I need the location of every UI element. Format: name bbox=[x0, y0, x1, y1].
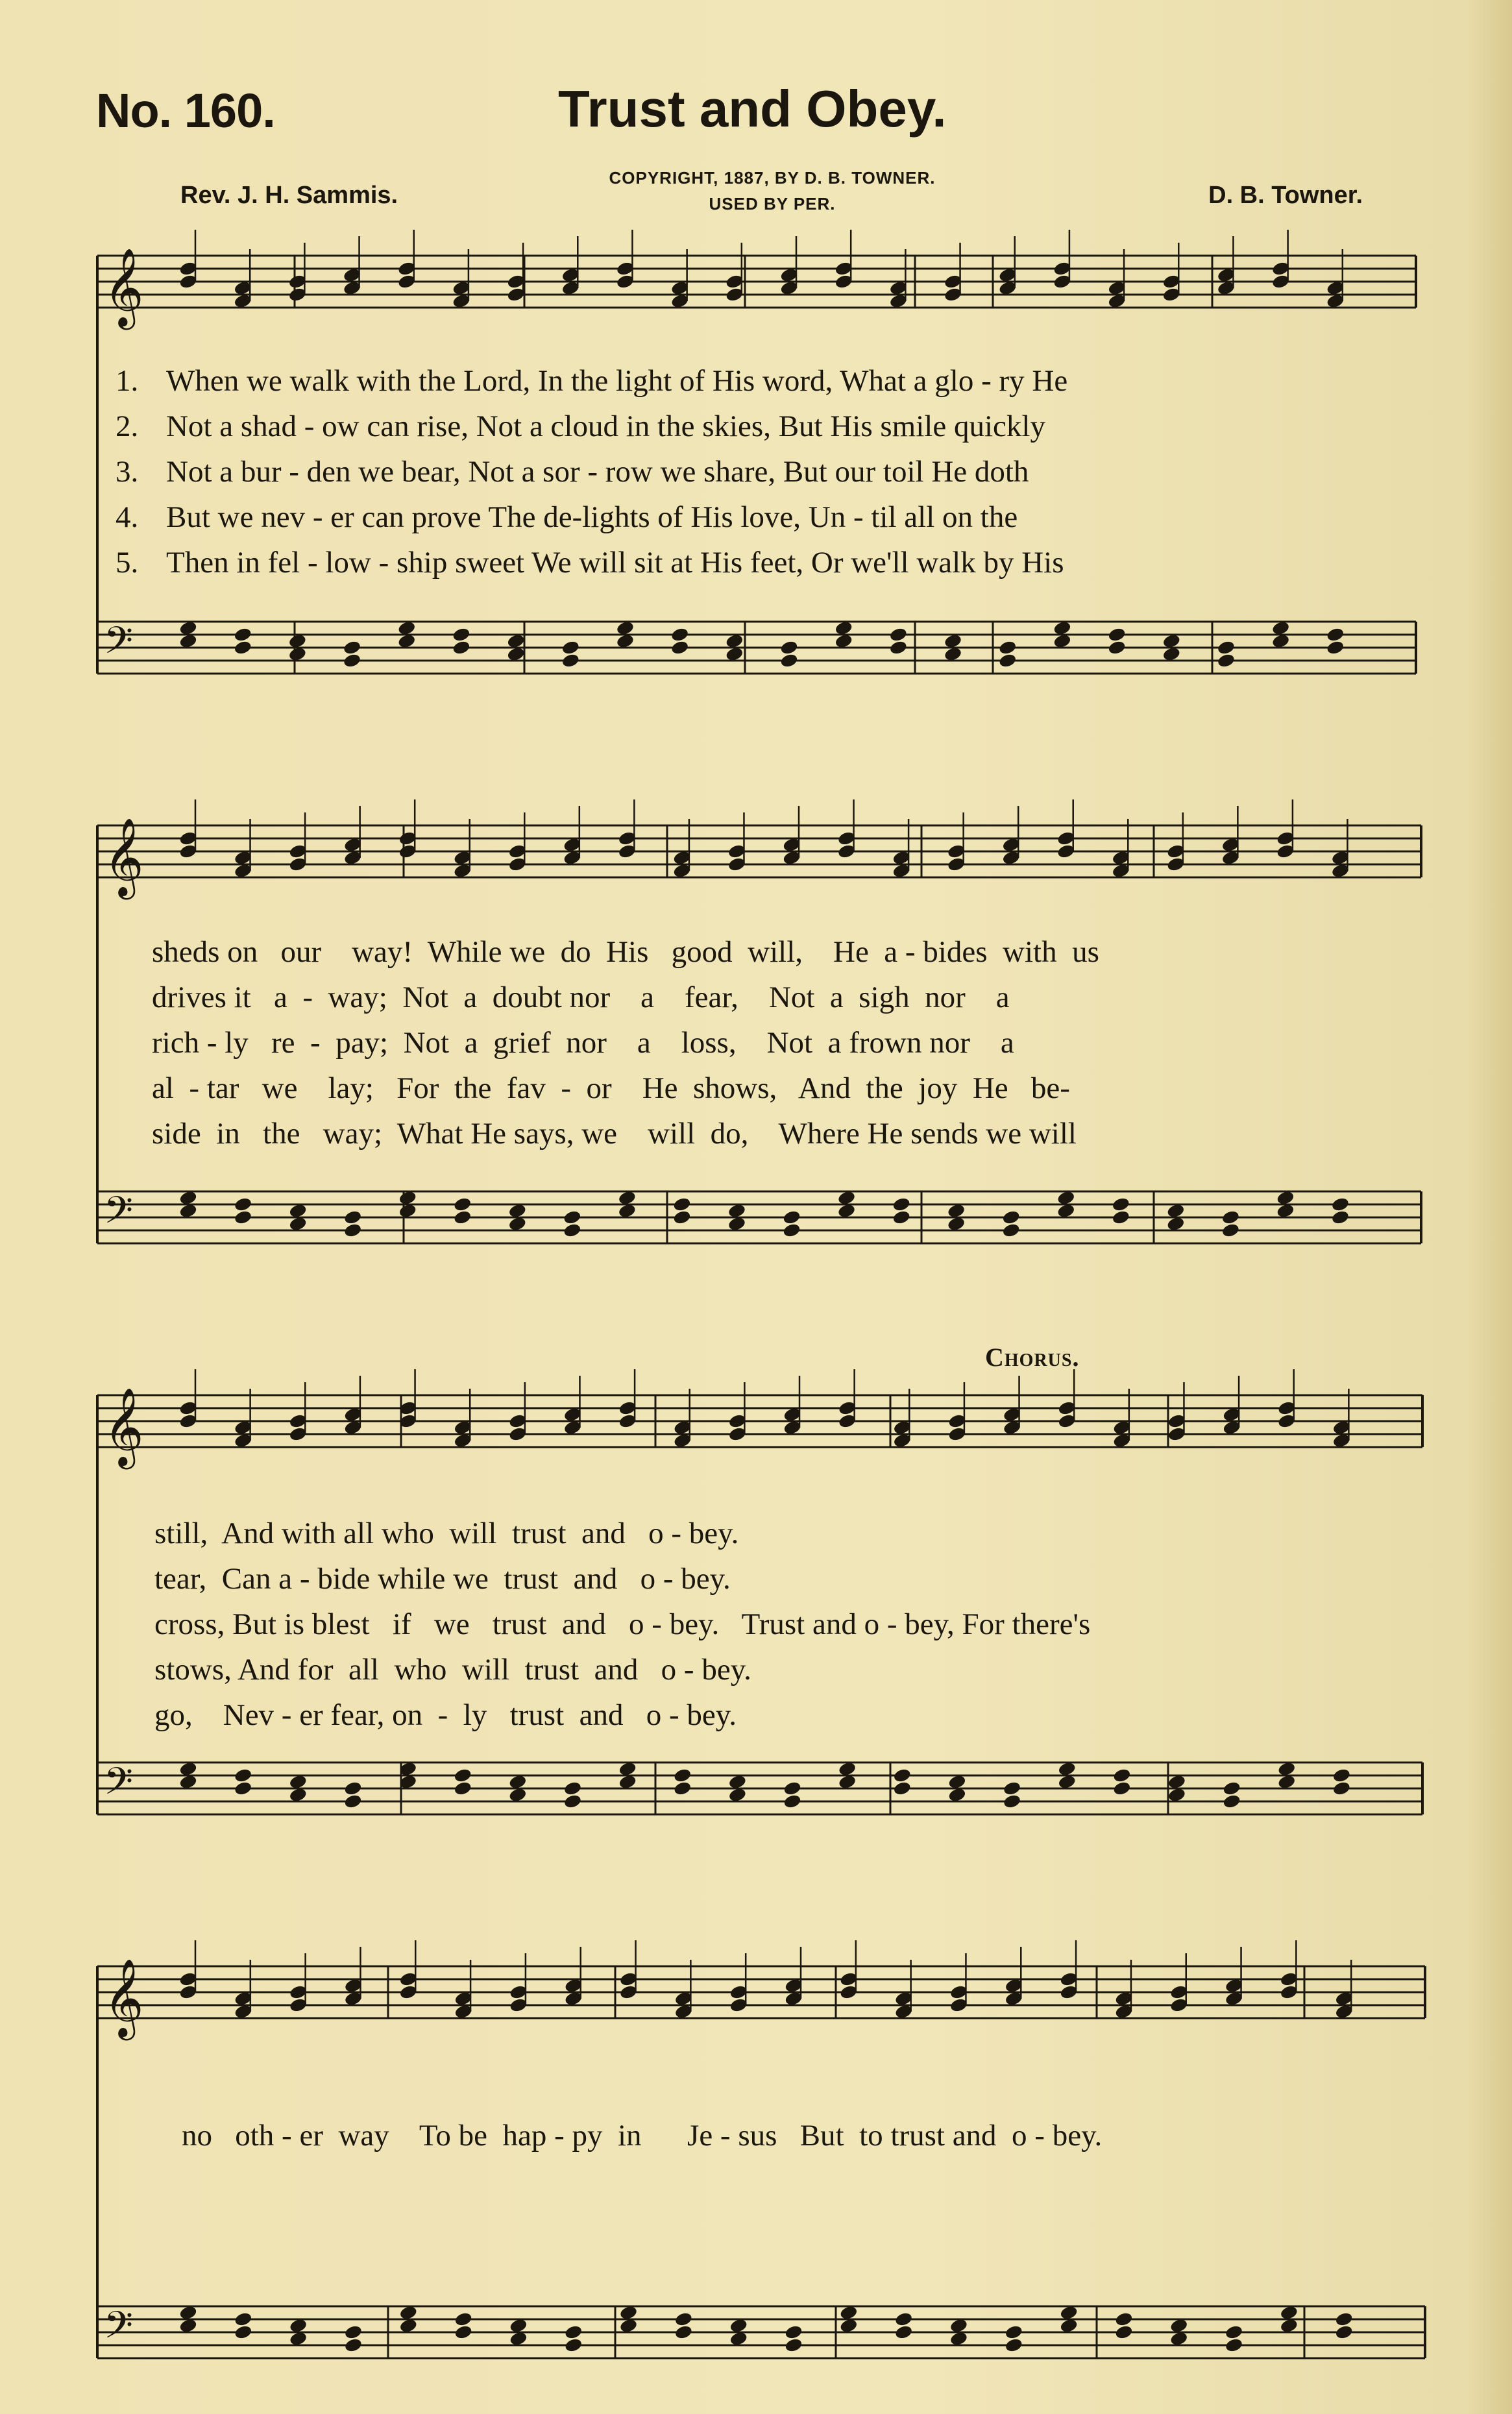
note-head bbox=[835, 633, 853, 648]
note-head bbox=[1115, 2311, 1133, 2326]
treble-clef: 𝄞 bbox=[104, 817, 144, 896]
note-head bbox=[454, 2324, 472, 2339]
note-head bbox=[674, 2311, 692, 2326]
note-head bbox=[1057, 1203, 1075, 1218]
note-head bbox=[1326, 640, 1345, 655]
treble-clef: 𝄞 bbox=[104, 1387, 144, 1466]
note-head bbox=[1112, 1210, 1130, 1225]
note-head bbox=[783, 1210, 801, 1225]
note-head bbox=[288, 633, 306, 648]
note-head bbox=[618, 1190, 636, 1205]
note-head bbox=[944, 633, 962, 648]
note-head bbox=[563, 1223, 581, 1237]
note-head bbox=[234, 2311, 252, 2326]
note-head bbox=[344, 2324, 362, 2339]
verse-line: rich - ly re - pay; Not a grief nor a loss, Not a frown nor a bbox=[152, 1026, 1014, 1060]
note-head bbox=[1331, 1197, 1349, 1212]
note-head bbox=[947, 1203, 966, 1218]
note-head bbox=[179, 2318, 197, 2333]
note-head bbox=[1057, 1190, 1075, 1205]
note-head bbox=[1113, 1781, 1131, 1796]
note-head bbox=[179, 1203, 197, 1218]
note-head bbox=[889, 640, 907, 655]
chorus-lyrics-final bbox=[182, 2113, 1102, 2158]
note-head bbox=[728, 1787, 746, 1802]
bass-clef: 𝄢 bbox=[104, 1188, 134, 1241]
note-head bbox=[780, 653, 798, 668]
verse-lyrics-section-1 bbox=[116, 358, 1067, 585]
chorus-label: Chorus. bbox=[985, 1343, 1080, 1372]
note-head bbox=[234, 1781, 252, 1796]
verse-line: side in the way; What He says, we will do, Where He sends we will bbox=[152, 1117, 1077, 1151]
note-head bbox=[671, 627, 689, 642]
note-head bbox=[399, 2318, 417, 2333]
note-head bbox=[783, 1794, 801, 1809]
note-head bbox=[840, 2318, 858, 2333]
note-head bbox=[673, 1210, 691, 1225]
note-head bbox=[1162, 646, 1180, 661]
verse-line bbox=[116, 404, 1067, 449]
note-head bbox=[398, 620, 416, 635]
note-head bbox=[507, 633, 525, 648]
copyright-line-2: USED BY PER. bbox=[709, 194, 836, 213]
note-head bbox=[1005, 2324, 1023, 2339]
note-head bbox=[508, 1216, 526, 1231]
verse-line: drives it a - way; Not a doubt nor a fear, Not a sigh nor a bbox=[152, 981, 1010, 1014]
note-head bbox=[1326, 627, 1345, 642]
hymn-title: Trust and Obey. bbox=[558, 80, 947, 138]
note-head bbox=[780, 640, 798, 655]
note-head bbox=[838, 1203, 856, 1218]
note-head bbox=[671, 640, 689, 655]
note-head bbox=[785, 2324, 803, 2339]
verse-line: stows, And for all who will trust and o - bey. bbox=[154, 1653, 751, 1687]
note-head bbox=[1108, 627, 1126, 642]
note-head bbox=[1108, 640, 1126, 655]
note-head bbox=[1221, 1210, 1239, 1225]
verse-number: 2. bbox=[116, 409, 139, 443]
note-head bbox=[398, 633, 416, 648]
note-head bbox=[1115, 2324, 1133, 2339]
verse-text: Not a bur - den we bear, Not a sor - row we share, But our toil He doth bbox=[166, 455, 1029, 489]
note-head bbox=[399, 2305, 417, 2320]
note-head bbox=[1003, 1794, 1021, 1809]
verse-number: 3. bbox=[116, 455, 139, 489]
note-head bbox=[289, 2318, 308, 2333]
verse-line bbox=[116, 540, 1067, 585]
note-head bbox=[398, 1203, 417, 1218]
note-head bbox=[452, 627, 470, 642]
note-head bbox=[288, 646, 306, 661]
note-head bbox=[179, 2305, 197, 2320]
note-head bbox=[944, 646, 962, 661]
note-head bbox=[563, 1781, 581, 1796]
copyright-line-1: COPYRIGHT, 1887, BY D. B. TOWNER. bbox=[609, 168, 936, 188]
note-head bbox=[1331, 1210, 1349, 1225]
note-head bbox=[454, 1197, 472, 1212]
note-head bbox=[1332, 1781, 1350, 1796]
treble-clef: 𝄞 bbox=[104, 1958, 144, 2037]
note-head bbox=[289, 2331, 308, 2346]
note-head bbox=[179, 633, 197, 648]
note-head bbox=[999, 640, 1017, 655]
note-head bbox=[1280, 2305, 1298, 2320]
note-head bbox=[344, 1223, 362, 1237]
note-head bbox=[508, 1203, 526, 1218]
note-head bbox=[673, 1197, 691, 1212]
note-head bbox=[454, 1210, 472, 1225]
note-head bbox=[1276, 1203, 1295, 1218]
note-head bbox=[234, 1197, 252, 1212]
note-head bbox=[727, 1203, 746, 1218]
note-head bbox=[1167, 1203, 1185, 1218]
note-head bbox=[1002, 1223, 1020, 1237]
note-head bbox=[561, 653, 579, 668]
verse-lyrics-section-3 bbox=[154, 1511, 1090, 1738]
verse-number: 1. bbox=[116, 364, 139, 398]
note-head bbox=[620, 2318, 638, 2333]
verse-line: no oth - er way To be hap - py in Je - sus But to trust and o - bey. bbox=[182, 2119, 1103, 2152]
note-head bbox=[344, 1794, 362, 1809]
note-head bbox=[838, 1761, 857, 1776]
note-head bbox=[618, 1203, 636, 1218]
note-head bbox=[398, 1190, 417, 1205]
bass-clef: 𝄢 bbox=[104, 2303, 134, 2356]
note-head bbox=[563, 1794, 581, 1809]
note-head bbox=[509, 2331, 528, 2346]
verse-number: 5. bbox=[116, 546, 139, 579]
note-head bbox=[1058, 1761, 1076, 1776]
note-head bbox=[1170, 2318, 1188, 2333]
note-head bbox=[289, 1774, 307, 1789]
note-head bbox=[1005, 2337, 1023, 2352]
note-head bbox=[947, 1216, 966, 1231]
note-head bbox=[616, 633, 634, 648]
note-head bbox=[1053, 633, 1071, 648]
note-head bbox=[893, 1781, 911, 1796]
note-head bbox=[895, 2311, 913, 2326]
verse-text: Then in fel - low - ship sweet We will sit at His feet, Or we'll walk by His bbox=[166, 546, 1064, 579]
note-head bbox=[729, 2331, 748, 2346]
note-head bbox=[1221, 1223, 1239, 1237]
note-head bbox=[507, 646, 525, 661]
note-head bbox=[893, 1768, 911, 1783]
note-head bbox=[618, 1774, 637, 1789]
note-head bbox=[1003, 1781, 1021, 1796]
note-head bbox=[565, 2337, 583, 2352]
treble-clef: 𝄞 bbox=[104, 247, 144, 326]
note-head bbox=[563, 1210, 581, 1225]
note-head bbox=[727, 1216, 746, 1231]
note-head bbox=[783, 1223, 801, 1237]
note-head bbox=[948, 1787, 966, 1802]
note-head bbox=[179, 1761, 197, 1776]
note-head bbox=[726, 633, 744, 648]
verse-line: al - tar we lay; For the fav - or He shows, And the joy He be- bbox=[152, 1071, 1070, 1105]
note-head bbox=[1223, 1794, 1241, 1809]
verse-lyrics-section-2 bbox=[152, 929, 1099, 1156]
note-head bbox=[452, 640, 470, 655]
note-head bbox=[1217, 653, 1235, 668]
note-head bbox=[561, 640, 579, 655]
note-head bbox=[234, 2324, 252, 2339]
note-head bbox=[1225, 2324, 1243, 2339]
note-head bbox=[949, 2331, 968, 2346]
note-head bbox=[1167, 1787, 1186, 1802]
note-head bbox=[1170, 2331, 1188, 2346]
bass-clef: 𝄢 bbox=[104, 1759, 134, 1812]
note-head bbox=[1060, 2318, 1078, 2333]
note-head bbox=[1112, 1197, 1130, 1212]
lyricist-credit: Rev. J. H. Sammis. bbox=[180, 182, 398, 209]
note-head bbox=[343, 653, 361, 668]
note-head bbox=[949, 2318, 968, 2333]
note-head bbox=[454, 1781, 472, 1796]
verse-line bbox=[116, 449, 1067, 494]
note-head bbox=[620, 2305, 638, 2320]
note-head bbox=[1162, 633, 1180, 648]
note-head bbox=[179, 1190, 197, 1205]
note-head bbox=[838, 1190, 856, 1205]
note-head bbox=[1060, 2305, 1078, 2320]
note-head bbox=[895, 2324, 913, 2339]
note-head bbox=[344, 1781, 362, 1796]
note-head bbox=[726, 646, 744, 661]
note-head bbox=[889, 627, 907, 642]
note-head bbox=[618, 1761, 637, 1776]
note-head bbox=[234, 640, 252, 655]
note-head bbox=[454, 1768, 472, 1783]
note-head bbox=[835, 620, 853, 635]
note-head bbox=[1272, 633, 1290, 648]
note-head bbox=[509, 1787, 527, 1802]
note-head bbox=[344, 2337, 362, 2352]
note-head bbox=[1167, 1216, 1185, 1231]
note-head bbox=[179, 620, 197, 635]
note-head bbox=[234, 1768, 252, 1783]
note-head bbox=[1278, 1774, 1296, 1789]
note-head bbox=[728, 1774, 746, 1789]
bass-clef: 𝄢 bbox=[104, 618, 134, 672]
note-head bbox=[1167, 1774, 1186, 1789]
note-head bbox=[1278, 1761, 1296, 1776]
note-head bbox=[454, 2311, 472, 2326]
note-head bbox=[179, 1774, 197, 1789]
verse-text: But we nev - er can prove The de-lights of His love, Un - til all on the bbox=[166, 500, 1018, 534]
note-head bbox=[234, 1210, 252, 1225]
note-head bbox=[840, 2305, 858, 2320]
verse-line: still, And with all who will trust and o - bey. bbox=[154, 1517, 739, 1550]
note-head bbox=[1058, 1774, 1076, 1789]
note-head bbox=[1332, 1768, 1350, 1783]
note-head bbox=[509, 1774, 527, 1789]
note-head bbox=[289, 1787, 307, 1802]
composer-credit: D. B. Towner. bbox=[1208, 182, 1363, 209]
note-head bbox=[1053, 620, 1071, 635]
note-head bbox=[289, 1216, 307, 1231]
verse-line bbox=[116, 358, 1067, 404]
note-head bbox=[892, 1210, 910, 1225]
note-head bbox=[1272, 620, 1290, 635]
note-head bbox=[565, 2324, 583, 2339]
note-head bbox=[1217, 640, 1235, 655]
note-head bbox=[509, 2318, 528, 2333]
note-head bbox=[1276, 1190, 1295, 1205]
note-head bbox=[674, 1768, 692, 1783]
verse-number: 4. bbox=[116, 500, 139, 534]
note-head bbox=[1223, 1781, 1241, 1796]
note-head bbox=[785, 2337, 803, 2352]
verse-text: When we walk with the Lord, In the light of His word, What a glo - ry He bbox=[166, 364, 1068, 398]
verse-line: go, Nev - er fear, on - ly trust and o - bey. bbox=[154, 1698, 737, 1732]
verse-line: sheds on our way! While we do His good will, He a - bides with us bbox=[152, 935, 1099, 969]
note-head bbox=[838, 1774, 857, 1789]
note-head bbox=[729, 2318, 748, 2333]
verse-line bbox=[116, 494, 1067, 540]
hymn-number: No. 160. bbox=[96, 84, 275, 138]
note-head bbox=[1335, 2324, 1353, 2339]
note-head bbox=[1225, 2337, 1243, 2352]
verse-line: cross, But is blest if we trust and o - bey. Trust and o - bey, For there's bbox=[154, 1607, 1091, 1641]
note-head bbox=[674, 2324, 692, 2339]
note-head bbox=[948, 1774, 966, 1789]
note-head bbox=[343, 640, 361, 655]
note-head bbox=[1280, 2318, 1298, 2333]
note-head bbox=[892, 1197, 910, 1212]
note-head bbox=[783, 1781, 801, 1796]
note-head bbox=[674, 1781, 692, 1796]
note-head bbox=[234, 627, 252, 642]
note-head bbox=[1002, 1210, 1020, 1225]
note-head bbox=[616, 620, 634, 635]
note-head bbox=[344, 1210, 362, 1225]
note-head bbox=[999, 653, 1017, 668]
verse-line: tear, Can a - bide while we trust and o - bey. bbox=[154, 1562, 731, 1596]
verse-text: Not a shad - ow can rise, Not a cloud in the skies, But His smile quickly bbox=[166, 409, 1045, 443]
note-head bbox=[1113, 1768, 1131, 1783]
note-head bbox=[289, 1203, 307, 1218]
note-head bbox=[1335, 2311, 1353, 2326]
